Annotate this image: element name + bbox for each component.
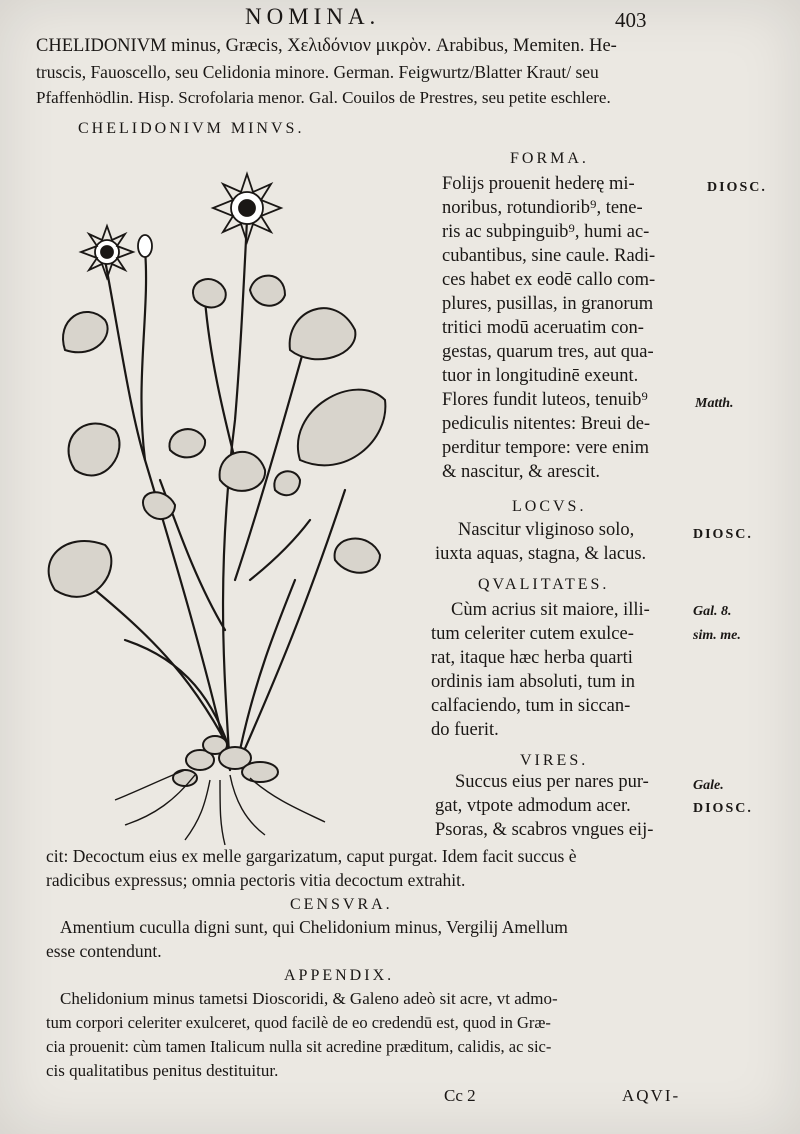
section-heading-qualitates: QVALITATES. [478,576,610,593]
vires-line: gat, vtpote admodum acer. [435,796,631,816]
margin-note: Gale. [693,778,724,793]
catchword: AQVI- [622,1086,681,1105]
margin-note: Matth. [695,396,734,411]
plant-woodcut-illustration [35,160,415,850]
qualitates-line: ordinis iam absoluti, tum in [431,672,636,692]
appendix-line: tum corpori celeriter exulceret, quod facilè de eo credendū est, quod in Græ- [46,1013,551,1032]
plant-caption: CHELIDONIVM MINVS. [78,120,305,137]
forma-line: Flores fundit luteos, tenuib⁹ [442,390,648,410]
appendix-line: cis qualitatibus penitus destituitur. [46,1061,279,1080]
qualitates-line: do fuerit. [431,720,499,740]
censura-line: Amentium cuculla digni sunt, qui Chelidonium minus, Vergilij Amellum [60,917,568,937]
forma-line: perditur tempore: vere enim [442,438,650,458]
signature-mark: Cc 2 [444,1086,476,1105]
vires-full-line: cit: Decoctum eius ex melle gargarizatum, caput purgat. Idem facit succus è [46,846,577,866]
section-heading-vires: VIRES. [520,752,589,769]
forma-line: tuor in longitudinē exeunt. [442,366,639,386]
nomina-line-1: CHELIDONIVM minus, Græcis, Χελιδόνιον μικρὸν. Arabibus, Memiten. He- [36,36,617,56]
page-number: 403 [615,8,647,32]
forma-line: Folijs prouenit hederę mi- [442,174,635,194]
qualitates-line: rat, itaque hæc herba quarti [431,648,633,668]
forma-line: ces habet ex eodē callo com- [442,270,656,290]
margin-note: DIOSC. [693,801,753,816]
censura-line: esse contendunt. [46,941,162,961]
margin-note: DIOSC. [707,180,767,195]
vires-full-line: radicibus expressus; omnia pectoris vitia decoctum extrahit. [46,870,466,890]
qualitates-line: Cùm acrius sit maiore, illi- [451,600,650,620]
forma-line: pediculis nitentes: Breui de- [442,414,651,434]
locus-line: Nascitur vliginoso solo, [458,520,635,540]
nomina-line-3: Pfaffenhödlin. Hisp. Scrofolaria menor. Gal. Couilos de Prestres, seu petite eschlere. [36,88,611,107]
appendix-line: cia prouenit: cùm tamen Italicum nulla sit acredine præditum, calidis, ac sic- [46,1037,552,1056]
margin-note: DIOSC. [693,527,753,542]
forma-line: cubantibus, sine caule. Radi- [442,246,656,266]
qualitates-line: tum celeriter cutem exulce- [431,624,634,644]
forma-line: ris ac subpinguib⁹, humi ac- [442,222,650,242]
nomina-line-2: truscis, Fauoscello, seu Celidonia minore. German. Feigwurtz/Blatter Kraut/ seu [36,62,599,82]
stem [223,220,247,770]
section-heading-locus: LOCVS. [512,498,587,515]
vires-line: Psoras, & scabros vngues eij- [435,820,654,840]
running-head-title: NOMINA. [245,4,381,29]
leaf [63,312,108,352]
margin-note: sim. me. [693,628,741,643]
forma-line: noribus, rotundiorib⁹, tene- [442,198,643,218]
forma-line: plures, pusillas, in granorum [442,294,654,314]
forma-line: tritici modū aceruatim con- [442,318,644,338]
section-heading-appendix: APPENDIX. [284,967,395,984]
vires-line: Succus eius per nares pur- [455,772,649,792]
section-heading-censura: CENSVRA. [290,896,393,913]
forma-line: gestas, quarum tres, aut qua- [442,342,654,362]
forma-line: & nascitur, & arescit. [442,462,600,482]
section-heading-forma: FORMA. [510,150,589,167]
margin-note: Gal. 8. [693,604,732,619]
locus-line: iuxta aquas, stagna, & lacus. [435,544,647,564]
appendix-line: Chelidonium minus tametsi Dioscoridi, & Galeno adeò sit acre, vt admo- [60,989,558,1008]
qualitates-line: calfaciendo, tum in siccan- [431,696,631,716]
